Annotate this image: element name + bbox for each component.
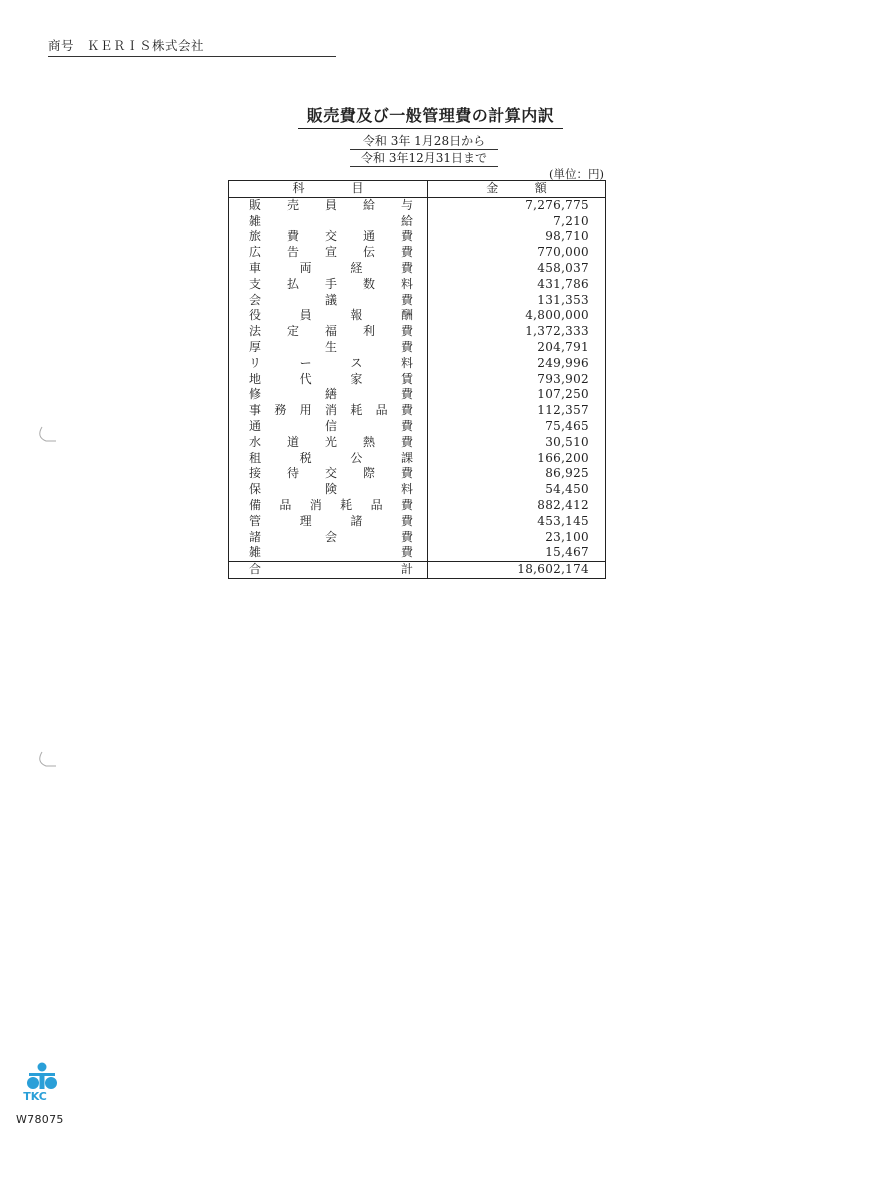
label-char: 法 — [249, 324, 262, 339]
label-char: 員 — [299, 308, 312, 323]
label-char: 地 — [249, 371, 262, 386]
label-char: 科 — [292, 181, 305, 195]
label-char: 光 — [324, 434, 337, 449]
label-char: 費 — [400, 260, 413, 275]
label-char: 税 — [299, 450, 312, 465]
table-row — [229, 340, 606, 356]
label-char: 酬 — [400, 308, 413, 323]
expense-table — [228, 180, 606, 579]
label-char: 品 — [279, 497, 292, 512]
label-char: 議 — [324, 292, 337, 307]
expense-amount: 793,902 — [537, 371, 589, 386]
label-char: 経 — [350, 260, 363, 275]
table-row — [229, 451, 606, 467]
table-row — [229, 435, 606, 451]
expense-amount: 131,353 — [537, 292, 589, 307]
expense-item-label — [229, 356, 428, 372]
table-row — [229, 387, 606, 403]
label-char: 用 — [299, 403, 312, 418]
expense-item-label — [229, 293, 428, 309]
label-char: 品 — [375, 403, 388, 418]
table-row — [229, 261, 606, 277]
period-from: 令和 3年 1月28日から — [350, 134, 498, 150]
expense-item-label — [229, 482, 428, 498]
label-char: 払 — [286, 276, 299, 291]
label-char: 厚 — [249, 339, 262, 354]
expense-item-label — [229, 466, 428, 482]
expense-amount: 7,276,775 — [525, 197, 589, 212]
unit-label: (単位：円) — [549, 167, 604, 181]
label-char: 保 — [249, 482, 262, 497]
table-row — [229, 277, 606, 293]
label-char: 費 — [400, 245, 413, 260]
label-char: 交 — [324, 229, 337, 244]
expense-item-label — [229, 229, 428, 245]
label-char: 料 — [400, 276, 413, 291]
expense-amount: 15,467 — [545, 545, 589, 560]
expense-amount: 1,372,333 — [525, 324, 589, 339]
label-char: 賃 — [400, 371, 413, 386]
punch-hole-mark — [36, 425, 58, 445]
label-char: 費 — [400, 229, 413, 244]
expense-item-label — [229, 498, 428, 514]
label-char: 諸 — [249, 529, 262, 544]
label-char: 販 — [249, 197, 262, 212]
expense-item-label — [229, 451, 428, 467]
company-name: 商号 ＫＥＲＩＳ株式会社 — [48, 36, 336, 57]
label-char: 宣 — [324, 245, 337, 260]
expense-item-label — [229, 545, 428, 561]
label-char: 費 — [400, 339, 413, 354]
amount-column-header — [428, 181, 606, 198]
label-char: 費 — [400, 434, 413, 449]
label-char: 険 — [324, 482, 337, 497]
label-char: 待 — [286, 466, 299, 481]
table-row — [229, 514, 606, 530]
table-row — [229, 466, 606, 482]
label-char: ー — [299, 355, 312, 370]
item-column-header — [229, 181, 428, 198]
label-char: 目 — [351, 181, 364, 195]
label-char: 耗 — [340, 497, 353, 512]
label-char: 定 — [286, 324, 299, 339]
label-char: 伝 — [362, 245, 375, 260]
expense-item-label — [229, 530, 428, 546]
table-row — [229, 293, 606, 309]
expense-amount: 204,791 — [537, 339, 589, 354]
punch-hole-mark — [36, 750, 58, 770]
label-char: 両 — [299, 260, 312, 275]
expense-amount: 112,357 — [537, 403, 589, 418]
label-char: 費 — [400, 418, 413, 433]
expense-item-label — [229, 197, 428, 213]
expense-amount: 23,100 — [545, 529, 589, 544]
tkc-logo-text: TKC — [23, 1090, 47, 1103]
expense-item-label — [229, 514, 428, 530]
label-char: 給 — [362, 197, 375, 212]
tkc-logo-icon — [24, 1062, 60, 1092]
label-char: 道 — [286, 434, 299, 449]
period-to: 令和 3年12月31日まで — [350, 151, 498, 167]
table-row — [229, 403, 606, 419]
label-char: 額 — [534, 181, 547, 195]
table-row — [229, 197, 606, 213]
label-char: 通 — [362, 229, 375, 244]
label-char: 代 — [299, 371, 312, 386]
expense-amount: 4,800,000 — [525, 308, 589, 323]
table-header-row — [229, 181, 606, 198]
expense-amount: 30,510 — [545, 434, 589, 449]
table-row — [229, 308, 606, 324]
label-char: 計 — [400, 562, 413, 577]
label-char: 員 — [324, 197, 337, 212]
expense-item-label — [229, 340, 428, 356]
total-row — [229, 562, 606, 579]
label-char: 車 — [249, 260, 262, 275]
expense-amount: 458,037 — [537, 260, 589, 275]
label-char: 諸 — [350, 513, 363, 528]
label-char: 支 — [249, 276, 262, 291]
label-char: 公 — [350, 450, 363, 465]
label-char: 消 — [324, 403, 337, 418]
label-char: 手 — [324, 276, 337, 291]
label-char: 費 — [400, 513, 413, 528]
label-char: 租 — [249, 450, 262, 465]
label-char: 事 — [249, 403, 262, 418]
label-char: 通 — [249, 418, 262, 433]
expense-amount: 431,786 — [537, 276, 589, 291]
total-amount: 18,602,174 — [428, 562, 606, 579]
expense-item-label — [229, 245, 428, 261]
label-char: ス — [350, 355, 363, 370]
expense-item-label — [229, 403, 428, 419]
expense-amount: 7,210 — [553, 213, 589, 228]
table-row — [229, 214, 606, 230]
label-char: 役 — [249, 308, 262, 323]
label-char: 報 — [350, 308, 363, 323]
label-char: 与 — [400, 197, 413, 212]
label-char: 会 — [249, 292, 262, 307]
table-row — [229, 372, 606, 388]
label-char: 費 — [400, 292, 413, 307]
table-row — [229, 545, 606, 561]
label-char: 利 — [362, 324, 375, 339]
label-char: 修 — [249, 387, 262, 402]
expense-item-label — [229, 214, 428, 230]
label-char: 料 — [400, 355, 413, 370]
label-char: 際 — [362, 466, 375, 481]
label-char: 管 — [249, 513, 262, 528]
expense-item-label — [229, 435, 428, 451]
label-char: 売 — [286, 197, 299, 212]
label-char: 費 — [400, 466, 413, 481]
label-char: 雑 — [249, 545, 262, 560]
label-char: 耗 — [350, 403, 363, 418]
expense-amount: 770,000 — [537, 245, 589, 260]
expense-item-label — [229, 387, 428, 403]
table-row — [229, 498, 606, 514]
expense-amount: 107,250 — [537, 387, 589, 402]
label-char: 告 — [286, 245, 299, 260]
form-code: W78075 — [16, 1113, 64, 1126]
expense-amount: 166,200 — [537, 450, 589, 465]
label-char: 信 — [324, 418, 337, 433]
expense-amount: 882,412 — [537, 497, 589, 512]
label-char: 理 — [299, 513, 312, 528]
label-char: 費 — [400, 403, 413, 418]
tkc-logo — [14, 1062, 74, 1103]
label-char: 務 — [274, 403, 287, 418]
label-char: 備 — [249, 497, 262, 512]
label-char: 消 — [309, 497, 322, 512]
label-char: 費 — [400, 497, 413, 512]
label-char: 給 — [400, 213, 413, 228]
table-row — [229, 324, 606, 340]
label-char: 課 — [400, 450, 413, 465]
total-label — [229, 562, 428, 579]
document-title: 販売費及び一般管理費の計算内訳 — [298, 103, 563, 129]
label-char: 品 — [370, 497, 383, 512]
label-char: 合 — [249, 562, 262, 577]
expense-amount: 75,465 — [545, 418, 589, 433]
expense-amount: 98,710 — [545, 229, 589, 244]
label-char: 会 — [324, 529, 337, 544]
label-char: 広 — [249, 245, 262, 260]
label-char: 繕 — [324, 387, 337, 402]
expense-amount: 249,996 — [537, 355, 589, 370]
expense-amount: 54,450 — [545, 482, 589, 497]
table-row — [229, 245, 606, 261]
label-char: 費 — [400, 324, 413, 339]
table-row — [229, 229, 606, 245]
label-char: 費 — [400, 545, 413, 560]
expense-item-label — [229, 277, 428, 293]
label-char: 雑 — [249, 213, 262, 228]
expense-item-label — [229, 324, 428, 340]
label-char: 金 — [486, 181, 499, 195]
label-char: 数 — [362, 276, 375, 291]
label-char: 生 — [324, 339, 337, 354]
label-char: リ — [249, 355, 262, 370]
label-char: 福 — [324, 324, 337, 339]
label-char: 熱 — [362, 434, 375, 449]
table-row — [229, 419, 606, 435]
expense-amount: 86,925 — [545, 466, 589, 481]
label-char: 料 — [400, 482, 413, 497]
expense-item-label — [229, 419, 428, 435]
label-char: 費 — [400, 529, 413, 544]
expense-item-label — [229, 372, 428, 388]
expense-item-label — [229, 261, 428, 277]
table-row — [229, 530, 606, 546]
table-row — [229, 482, 606, 498]
expense-item-label — [229, 308, 428, 324]
label-char: 家 — [350, 371, 363, 386]
label-char: 旅 — [249, 229, 262, 244]
label-char: 費 — [286, 229, 299, 244]
label-char: 水 — [249, 434, 262, 449]
label-char: 接 — [249, 466, 262, 481]
expense-amount: 453,145 — [537, 513, 589, 528]
label-char: 交 — [324, 466, 337, 481]
label-char: 費 — [400, 387, 413, 402]
table-row — [229, 356, 606, 372]
